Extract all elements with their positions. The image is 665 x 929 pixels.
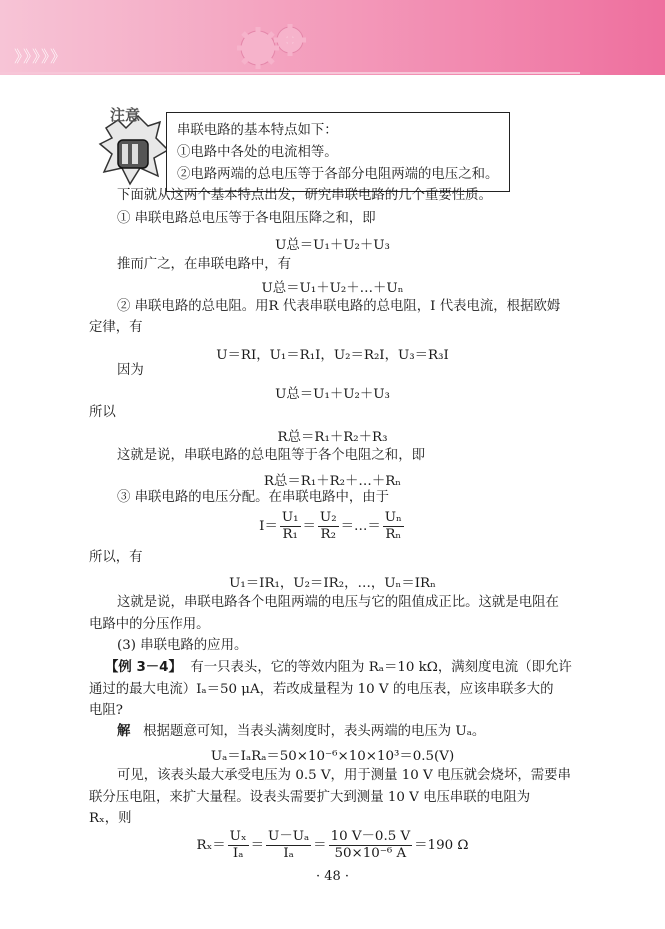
header-band bbox=[0, 0, 665, 75]
note-box bbox=[166, 112, 510, 192]
voltage-division-equation: I＝ $\frac{\text{U₁}}{\text{R₁}}$ ＝ $\frac{\text{U₂}}{\text{R₂}}$ ＝…＝ $\frac{\text{Uₙ}}{\text{Rₙ}}$ bbox=[259, 510, 402, 542]
paragraph: ② 串联电路的总电阻。用R 代表串联电路的总电阻，I 代表电流，根据欧姆 bbox=[117, 299, 561, 314]
paragraph: 电阻? bbox=[89, 703, 123, 718]
paragraph: 下面就从这两个基本特点出发，研究串联电路的几个重要性质。 bbox=[117, 188, 492, 203]
paragraph: 这就是说，串联电路的总电阻等于各个电阻之和，即 bbox=[117, 448, 425, 463]
paragraph: ③ 串联电路的电压分配。在串联电路中，由于 bbox=[117, 490, 390, 505]
paragraph: 定律，有 bbox=[89, 320, 143, 335]
equation: R总＝R₁＋R₂＋R₃ bbox=[277, 430, 388, 445]
paragraph: 可见，该表头最大承受电压为 0.5 V，用于测量 10 V 电压就会烧坏，需要串 bbox=[117, 768, 571, 783]
paragraph: Rₓ，则 bbox=[89, 811, 132, 826]
gears-icon bbox=[228, 18, 318, 73]
equation: U总＝U₁＋U₂＋U₃ bbox=[275, 387, 390, 402]
note-line-3: ②电路两端的总电压等于各部分电阻两端的电压之和。 bbox=[177, 167, 499, 182]
equation: U＝RI，U₁＝R₁I，U₂＝R₂I，U₃＝R₃I bbox=[216, 348, 449, 363]
note-line-2: ①电路中各处的电流相等。 bbox=[177, 145, 338, 160]
paragraph: 通过的最大电流）Iₐ＝50 μA，若改成量程为 10 V 的电压表，应该串联多大的 bbox=[89, 682, 554, 697]
chevron-decoration: 》》》》》 bbox=[14, 47, 68, 66]
attention-icon bbox=[96, 98, 176, 196]
paragraph: 因为 bbox=[117, 363, 144, 378]
equation: R总＝R₁＋R₂＋…＋Rₙ bbox=[263, 474, 402, 489]
note-label: 注意 bbox=[110, 106, 141, 124]
paragraph: 推而广之，在串联电路中，有 bbox=[117, 257, 292, 272]
paragraph: ① 串联电路总电压等于各电阻压降之和，即 bbox=[117, 211, 376, 226]
solution-label: 解 bbox=[117, 724, 131, 739]
note-line-1: 串联电路的基本特点如下： bbox=[177, 123, 338, 138]
paragraph: 电路中的分压作用。 bbox=[89, 617, 210, 632]
paragraph: 联分压电阻，来扩大量程。设表头需要扩大到测量 10 V 电压串联的电阻为 bbox=[89, 790, 531, 805]
example-paragraph: 【例 3－4】 有一只表头，它的等效内阻为 Rₐ＝10 kΩ，满刻度电流（即允许 bbox=[105, 660, 572, 675]
example-label: 【例 3－4】 bbox=[105, 660, 182, 675]
equation: Uₐ＝IₐRₐ＝50×10⁻⁶×10×10³＝0.5(V) bbox=[210, 749, 455, 764]
paragraph: 所以，有 bbox=[89, 550, 143, 565]
paragraph: 所以 bbox=[89, 405, 116, 420]
solution-paragraph: 解 根据题意可知，当表头满刻度时，表头两端的电压为 Uₐ。 bbox=[117, 724, 486, 739]
equation: U₁＝IR₁，U₂＝IR₂，…，Uₙ＝IRₙ bbox=[229, 576, 436, 591]
page-number: · 48 · bbox=[315, 869, 350, 884]
equation: U总＝U₁＋U₂＋…＋Uₙ bbox=[261, 281, 404, 296]
paragraph: (3) 串联电路的应用。 bbox=[117, 638, 248, 653]
resistor-equation: Rₓ＝ $\frac{\text{Uₓ}}{\text{Iₐ}}$ ＝ $\frac{\text{U－Uₐ}}{\text{Iₐ}}$ ＝ $\frac{10 V-0.5 V}{\text{50×10⁻⁶ A}}$ ＝190 Ω bbox=[196, 829, 469, 861]
equation: U总＝U₁＋U₂＋U₃ bbox=[275, 238, 390, 253]
paragraph: 这就是说，串联电路各个电阻两端的电压与它的阻值成正比。这就是电阻在 bbox=[117, 595, 559, 610]
